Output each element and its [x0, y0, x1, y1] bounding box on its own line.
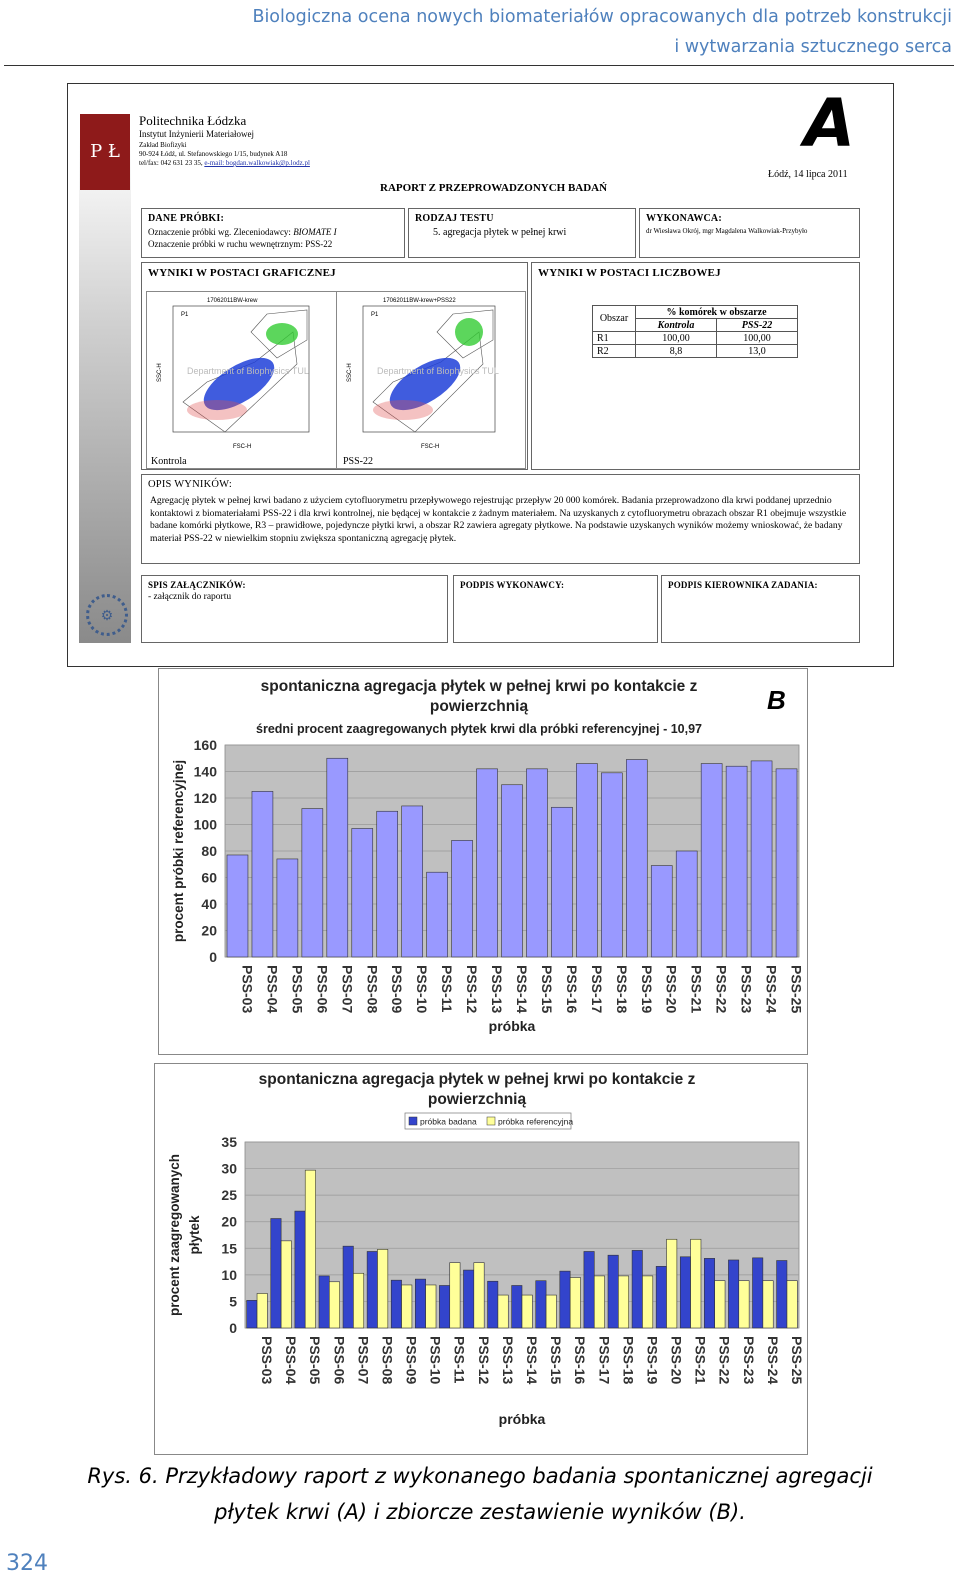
x-tick-label: PSS-12	[464, 965, 481, 1014]
plot1-xlabel: FSC-H	[233, 444, 252, 450]
bar	[601, 773, 622, 957]
y-tick-label: 20	[221, 1213, 237, 1230]
signature-manager-label: PODPIS KIEROWNIKA ZADANIA:	[668, 580, 818, 590]
bar	[271, 1219, 281, 1328]
x-tick-label: PSS-03	[259, 1336, 276, 1385]
bar	[488, 1281, 498, 1328]
bar	[751, 761, 772, 957]
chart-title-line: spontaniczna agregacja płytek w pełnej krwi po kontakcie z	[258, 1071, 696, 1088]
x-tick-label: PSS-08	[364, 965, 381, 1014]
x-axis-label: próbka	[488, 1018, 536, 1034]
x-tick-label: PSS-24	[763, 965, 780, 1014]
y-tick-label: 0	[229, 1320, 237, 1336]
figure-caption-line1: Rys. 6. Przykładowy raport z wykonanego badania spontanicznej agregacji	[87, 1464, 873, 1488]
test-type-box	[408, 208, 636, 258]
bar	[498, 1295, 508, 1328]
bar	[656, 1266, 666, 1328]
bar	[391, 1280, 401, 1328]
x-tick-label: PSS-25	[788, 1336, 805, 1385]
address: 90-924 Łódź, ul. Stefanowskiego 1/15, budynek A18	[139, 150, 288, 158]
plot1-file: 17062011BW-krew	[207, 298, 258, 304]
x-tick-label: PSS-13	[489, 965, 506, 1014]
table-row: R2 8,8 13,0	[593, 345, 798, 358]
plot1-green-cluster	[266, 323, 298, 345]
attachments-value: - załącznik do raportu	[148, 592, 232, 602]
x-tick-label: PSS-12	[475, 1336, 492, 1385]
bar	[608, 1255, 618, 1328]
plot1-watermark: Department of Biophysics TUL	[187, 366, 309, 376]
bar	[676, 851, 697, 957]
y-axis-label: płytek	[187, 1215, 202, 1255]
bar	[726, 766, 747, 957]
bar	[305, 1170, 315, 1328]
plot1-ylabel: SSC-H	[157, 363, 163, 382]
x-tick-label: PSS-22	[716, 1336, 733, 1385]
x-tick-label: PSS-19	[644, 1336, 661, 1385]
plot2-label: PSS-22	[343, 456, 374, 467]
x-tick-label: PSS-07	[339, 965, 356, 1014]
y-tick-label: 30	[221, 1160, 237, 1177]
x-tick-label: PSS-21	[692, 1336, 709, 1385]
x-tick-label: PSS-14	[514, 965, 530, 1014]
bar	[704, 1258, 714, 1328]
description-heading: OPIS WYNIKÓW:	[148, 479, 232, 490]
numeric-results-heading: WYNIKI W POSTACI LICZBOWEJ	[538, 267, 721, 279]
running-header-line1: Biologiczna ocena nowych biomateriałów opracowanych dla potrzeb konstrukcji	[252, 7, 952, 27]
bar	[546, 1295, 556, 1328]
bar	[402, 1285, 412, 1328]
test-type-heading: RODZAJ TESTU	[415, 213, 494, 224]
x-tick-label: PSS-09	[389, 965, 406, 1014]
legend-swatch	[409, 1117, 417, 1125]
plot2-red-scatter	[373, 400, 433, 420]
x-tick-label: PSS-11	[439, 965, 456, 1013]
bar	[452, 840, 473, 957]
legend-label: próbka badana	[420, 1116, 477, 1127]
bar	[427, 872, 448, 957]
bar	[474, 1263, 484, 1328]
x-tick-label: PSS-10	[427, 1336, 444, 1385]
y-axis-label: procent zaagregowanych	[167, 1153, 182, 1317]
plot2-ylabel: SSC-H	[347, 363, 353, 382]
sub-control-header: Kontrola	[636, 319, 717, 332]
sample-data-box	[141, 208, 405, 258]
bar	[477, 769, 498, 957]
bar	[522, 1295, 532, 1328]
y-tick-label: 120	[193, 790, 217, 806]
legend-label: próbka referencyjna	[498, 1116, 574, 1127]
bar	[295, 1211, 305, 1328]
performer-heading: WYKONAWCA:	[646, 213, 722, 224]
chart-aggregated-platelets	[154, 1063, 808, 1455]
plot2-xlabel: FSC-H	[421, 444, 440, 450]
graphic-results-box	[141, 262, 528, 470]
y-tick-label: 15	[221, 1240, 237, 1257]
chart-title-line: powierzchnią	[427, 1091, 527, 1108]
bar	[632, 1250, 642, 1328]
y-tick-label: 80	[201, 843, 217, 859]
bar	[281, 1241, 291, 1328]
bar	[701, 764, 722, 957]
y-axis-label: procent próbki referencyjnej	[171, 759, 186, 943]
sample-id-internal: Oznaczenie próbki w ruchu wewnętrznym: PSS-22	[148, 239, 333, 249]
attachments-heading: SPIS ZAŁĄCZNIKÓW:	[148, 580, 246, 590]
sub-sample-header: PSS-22	[717, 319, 798, 332]
x-tick-label: PSS-06	[314, 965, 331, 1014]
x-tick-label: PSS-21	[688, 965, 705, 1014]
bar	[570, 1278, 580, 1328]
bar	[642, 1276, 652, 1328]
x-tick-label: PSS-16	[563, 965, 580, 1014]
panel-letter-a: A	[804, 85, 856, 162]
department-name: Zakład Biofizyki	[139, 141, 187, 149]
chart-title-line: spontaniczna agregacja płytek w pełnej krwi po kontakcie z	[260, 678, 698, 695]
table-row: R1 100,00 100,00	[593, 332, 798, 345]
bar	[512, 1285, 522, 1328]
panel-letter-b: B	[767, 685, 786, 715]
x-tick-label: PSS-05	[289, 965, 306, 1014]
bar	[777, 1261, 787, 1328]
plot2-watermark: Department of Biophysics TUL	[377, 366, 499, 376]
x-tick-label: PSS-11	[451, 1336, 468, 1384]
signature-manager-box	[661, 575, 860, 643]
attachments-box	[141, 575, 448, 643]
bar	[353, 1273, 363, 1328]
bar	[415, 1279, 425, 1328]
y-tick-label: 5	[229, 1293, 237, 1310]
institution-name: Politechnika Łódzka	[139, 113, 247, 128]
plot2-file: 17062011BW-krew+PSS22	[383, 298, 456, 304]
x-tick-label: PSS-25	[788, 965, 805, 1014]
description-text: Agregację płytek w pełnej krwi badano z użyciem cytofluorymetru przepływowego rejestrując przepływ 20 000 komórek. Badania przeprowadzono dla krwi poddanej uprzednio kontaktowi z biomateriałami PSS-22 i dla krwi kontrolnej, nie będącej w kontakcie z żadnym materiałem. Na uzyskanych z cytofluorymetru obrazach obszar R1 obejmuje wszystkie badane komórki płytkowe, R3 – prawidłowe, pojedyncze płytki krwi, a obszar R2 zawiera agregaty płytkowe. Na podstawie uzyskanych wyników możemy wnioskować, że badany materiał PSS-22 w niewielkim stopniu zwiększa spontaniczną agregację płytek.	[150, 495, 847, 544]
x-tick-label: PSS-15	[538, 965, 555, 1014]
plot1-gate: P1	[181, 312, 189, 318]
bar	[402, 806, 423, 957]
figure-caption-line2: płytek krwi (A) i zbiorcze zestawienie wyników (B).	[214, 1500, 746, 1524]
bar	[651, 866, 672, 957]
running-header-line2: i wytwarzania sztucznego serca	[674, 37, 952, 57]
bar	[618, 1276, 628, 1328]
bar	[377, 811, 398, 957]
x-tick-label: PSS-20	[663, 965, 680, 1014]
performer-value: dr Wiesława Okrój, mgr Magdalena Walkowiak-Przybyło	[646, 227, 808, 235]
x-tick-label: PSS-09	[403, 1336, 420, 1385]
bar	[753, 1258, 763, 1328]
bar	[329, 1282, 339, 1328]
flow-plot-pss22	[336, 291, 526, 469]
col-area-header: Obszar	[593, 306, 636, 332]
bar	[787, 1281, 797, 1328]
bar	[502, 785, 523, 957]
x-tick-label: PSS-17	[596, 1336, 613, 1385]
bar	[691, 1239, 701, 1328]
x-tick-label: PSS-10	[414, 965, 431, 1014]
bar	[594, 1276, 604, 1328]
bar	[728, 1260, 738, 1328]
numeric-results-table	[592, 305, 798, 358]
x-tick-label: PSS-14	[524, 1336, 540, 1385]
bar	[426, 1285, 436, 1328]
x-tick-label: PSS-05	[307, 1336, 324, 1385]
y-tick-label: 25	[221, 1187, 237, 1204]
bar	[739, 1281, 749, 1328]
sample-id-client: Oznaczenie próbki wg. Zleceniodawcy: BIOMATE I	[148, 227, 337, 237]
page-number: 324	[6, 1551, 48, 1576]
x-tick-label: PSS-20	[668, 1336, 685, 1385]
x-tick-label: PSS-04	[283, 1336, 300, 1385]
bar	[302, 809, 323, 957]
institute-name: Instytut Inżynierii Materiałowej	[139, 129, 254, 139]
bar	[526, 769, 547, 957]
x-tick-label: PSS-18	[620, 1336, 637, 1385]
report-title: RAPORT Z PRZEPROWADZONYCH BADAŃ	[380, 182, 608, 194]
email-link[interactable]: e-mail: bogdan.walkowiak@p.lodz.pl	[204, 159, 310, 167]
y-tick-label: 0	[209, 949, 217, 965]
bar	[463, 1270, 473, 1328]
bar	[680, 1257, 690, 1328]
plot1-label: Kontrola	[151, 456, 187, 467]
x-tick-label: PSS-17	[588, 965, 605, 1014]
bar	[626, 760, 647, 957]
y-tick-label: 60	[201, 869, 217, 886]
bar	[715, 1281, 725, 1328]
legend-swatch	[487, 1117, 495, 1125]
bar	[776, 769, 797, 957]
bar	[584, 1251, 594, 1328]
report-date: Łódź, 14 lipca 2011	[768, 169, 848, 180]
chart-b-percent-reference	[158, 668, 808, 1055]
chart-title-line: powierzchnią	[429, 698, 529, 715]
x-tick-label: PSS-22	[713, 965, 730, 1014]
x-tick-label: PSS-19	[638, 965, 655, 1014]
performer-box	[639, 208, 860, 258]
bar	[277, 859, 298, 957]
numeric-results-box	[531, 262, 860, 470]
x-axis-label: próbka	[498, 1411, 546, 1427]
y-tick-label: 10	[221, 1266, 237, 1283]
bar	[319, 1276, 329, 1328]
x-tick-label: PSS-18	[613, 965, 630, 1014]
bar	[576, 764, 597, 957]
flow-plot-control	[146, 291, 338, 469]
signature-performer-label: PODPIS WYKONAWCY:	[460, 580, 565, 590]
bar	[257, 1293, 267, 1328]
bar	[367, 1251, 377, 1328]
bar	[327, 758, 348, 957]
bar	[439, 1285, 449, 1328]
x-tick-label: PSS-08	[379, 1336, 396, 1385]
y-tick-label: 160	[193, 737, 217, 753]
university-logo: P Ł	[80, 114, 130, 190]
bar	[352, 828, 373, 957]
sample-data-heading: DANE PRÓBKI:	[148, 213, 225, 224]
header-divider	[4, 65, 954, 66]
x-tick-label: PSS-06	[331, 1336, 348, 1385]
contact: tel/fax: 042 631 23 35, e-mail: bogdan.walkowiak@p.lodz.pl	[139, 159, 310, 167]
x-tick-label: PSS-23	[738, 965, 755, 1014]
y-tick-label: 40	[201, 896, 217, 912]
x-tick-label: PSS-07	[355, 1336, 372, 1385]
x-tick-label: PSS-13	[499, 1336, 516, 1385]
y-tick-label: 35	[221, 1134, 237, 1150]
y-tick-label: 100	[193, 816, 217, 833]
bar	[247, 1300, 257, 1328]
x-tick-label: PSS-24	[764, 1336, 781, 1385]
graphic-results-heading: WYNIKI W POSTACI GRAFICZNEJ	[148, 267, 336, 279]
bar	[763, 1281, 773, 1328]
bar	[536, 1281, 546, 1328]
plot1-red-scatter	[187, 400, 247, 420]
bar	[377, 1249, 387, 1328]
x-tick-label: PSS-03	[239, 965, 256, 1014]
bar	[252, 791, 273, 957]
report-a	[67, 83, 894, 667]
y-tick-label: 140	[193, 763, 217, 780]
bar	[667, 1239, 677, 1328]
y-tick-label: 20	[201, 922, 217, 939]
test-type-value: 5. agregacja płytek w pełnej krwi	[433, 227, 567, 238]
x-tick-label: PSS-04	[264, 965, 281, 1014]
plot2-green-cluster	[455, 318, 483, 346]
x-tick-label: PSS-16	[572, 1336, 589, 1385]
bar	[227, 855, 248, 957]
signature-performer-box	[453, 575, 658, 643]
chart-subtitle: średni procent zaagregowanych płytek krwi dla próbki referencyjnej - 10,97	[256, 722, 702, 736]
bar	[450, 1263, 460, 1328]
plot2-gate: P1	[371, 312, 379, 318]
col-percent-header: % komórek w obszarze	[636, 306, 798, 319]
bar	[343, 1246, 353, 1328]
bar	[551, 807, 572, 957]
x-tick-label: PSS-23	[740, 1336, 757, 1385]
department-logo: ⚙	[86, 594, 128, 636]
x-tick-label: PSS-15	[548, 1336, 565, 1385]
bar	[560, 1271, 570, 1328]
description-box	[141, 474, 860, 564]
